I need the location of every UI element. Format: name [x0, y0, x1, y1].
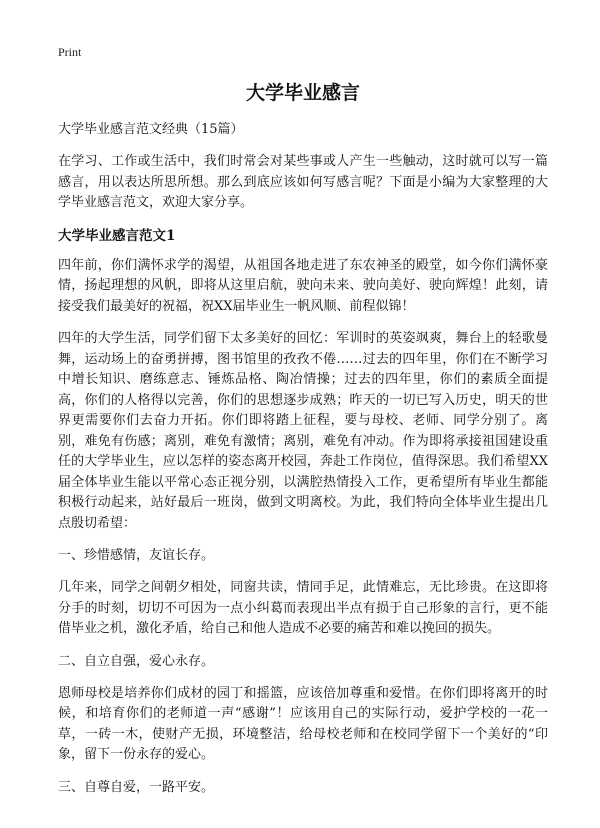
- intro-paragraph: 在学习、工作或生活中，我们时常会对某些事或人产生一些触动，这时就可以写一篇感言，用以表达所思所想。那么到底应该如何写感言呢？下面是小编为大家整理的大学毕业感言范文，欢迎大家分享。: [58, 154, 548, 210]
- paragraph-4: 恩师母校是培养你们成材的园丁和摇篮，应该倍加尊重和爱惜。在你们即将离开的时候，和培育你们的老师道一声“感谢”！应该用自己的实际行动，爱护学校的一花一草，一砖一木，使财产无损，环境整洁，给母校老师和在校同学留下一个美好的“印象，留下一份永存的爱心。: [58, 685, 548, 762]
- paragraph-1: 四年前，你们满怀求学的渴望，从祖国各地走进了东农神圣的殿堂，如今你们满怀豪情，扬起理想的风帆，即将从这里启航，驶向未来、驶向美好、驶向辉煌！此刻，请接受我们最美好的祝福，祝XX届毕业生一帆风顺、前程似锦！: [58, 257, 548, 314]
- paragraph-2: 四年的大学生活，同学们留下太多美好的回忆：军训时的英姿飒爽，舞台上的轻歌曼舞，运动场上的奋勇拼搏，图书馆里的孜孜不倦……过去的四年里，你们在不断学习中增长知识、磨练意志、锤炼品格、陶冶情操；过去的四年里，你们的素质全面提高，你们的人格得以完善，你们的思想逐步成熟；昨天的一切已写入历史，明天的世界更需要你们去奋力开拓。你们即将踏上征程，要与母校、老师、同学分别了。离别，难免有伤感；离别，难免有激情；离别，难免有冲动。作为即将承接祖国建设重任的大学毕业生，应以怎样的姿态离开校园，奔赴工作岗位，值得深思。我们希望XX届全体毕业生能以平常心态正视分别，以满腔热情投入工作，更希望所有毕业生都能积极行动起来，站好最后一班岗，做到文明离校。为此，我们特向全体毕业生提出几点殷切希望：: [58, 331, 548, 531]
- document-title: 大学毕业感言: [245, 82, 360, 104]
- point-heading-1: 一、珍惜感情，友谊长存。: [58, 548, 215, 563]
- document-page: [58, 44, 548, 810]
- point-heading-2: 二、自立自强，爱心永存。: [58, 653, 215, 669]
- print-link[interactable]: Print: [58, 45, 82, 59]
- section-heading: 大学毕业感言范文1: [58, 227, 176, 244]
- document-subtitle: 大学毕业感言范文经典（15篇）: [58, 122, 244, 137]
- paragraph-3: 几年来，同学之间朝夕相处，同窗共读，情同手足，此情难忘，无比珍贵。在这即将分手的时刻，切切不可因为一点小纠葛而表现出半点有损于自己形象的言行，更不能借毕业之机，激化矛盾，给自己和他人造成不必要的痛苦和难以挽回的损失。: [58, 580, 548, 636]
- point-heading-3: 三、自尊自爱，一路平安。: [58, 779, 215, 795]
